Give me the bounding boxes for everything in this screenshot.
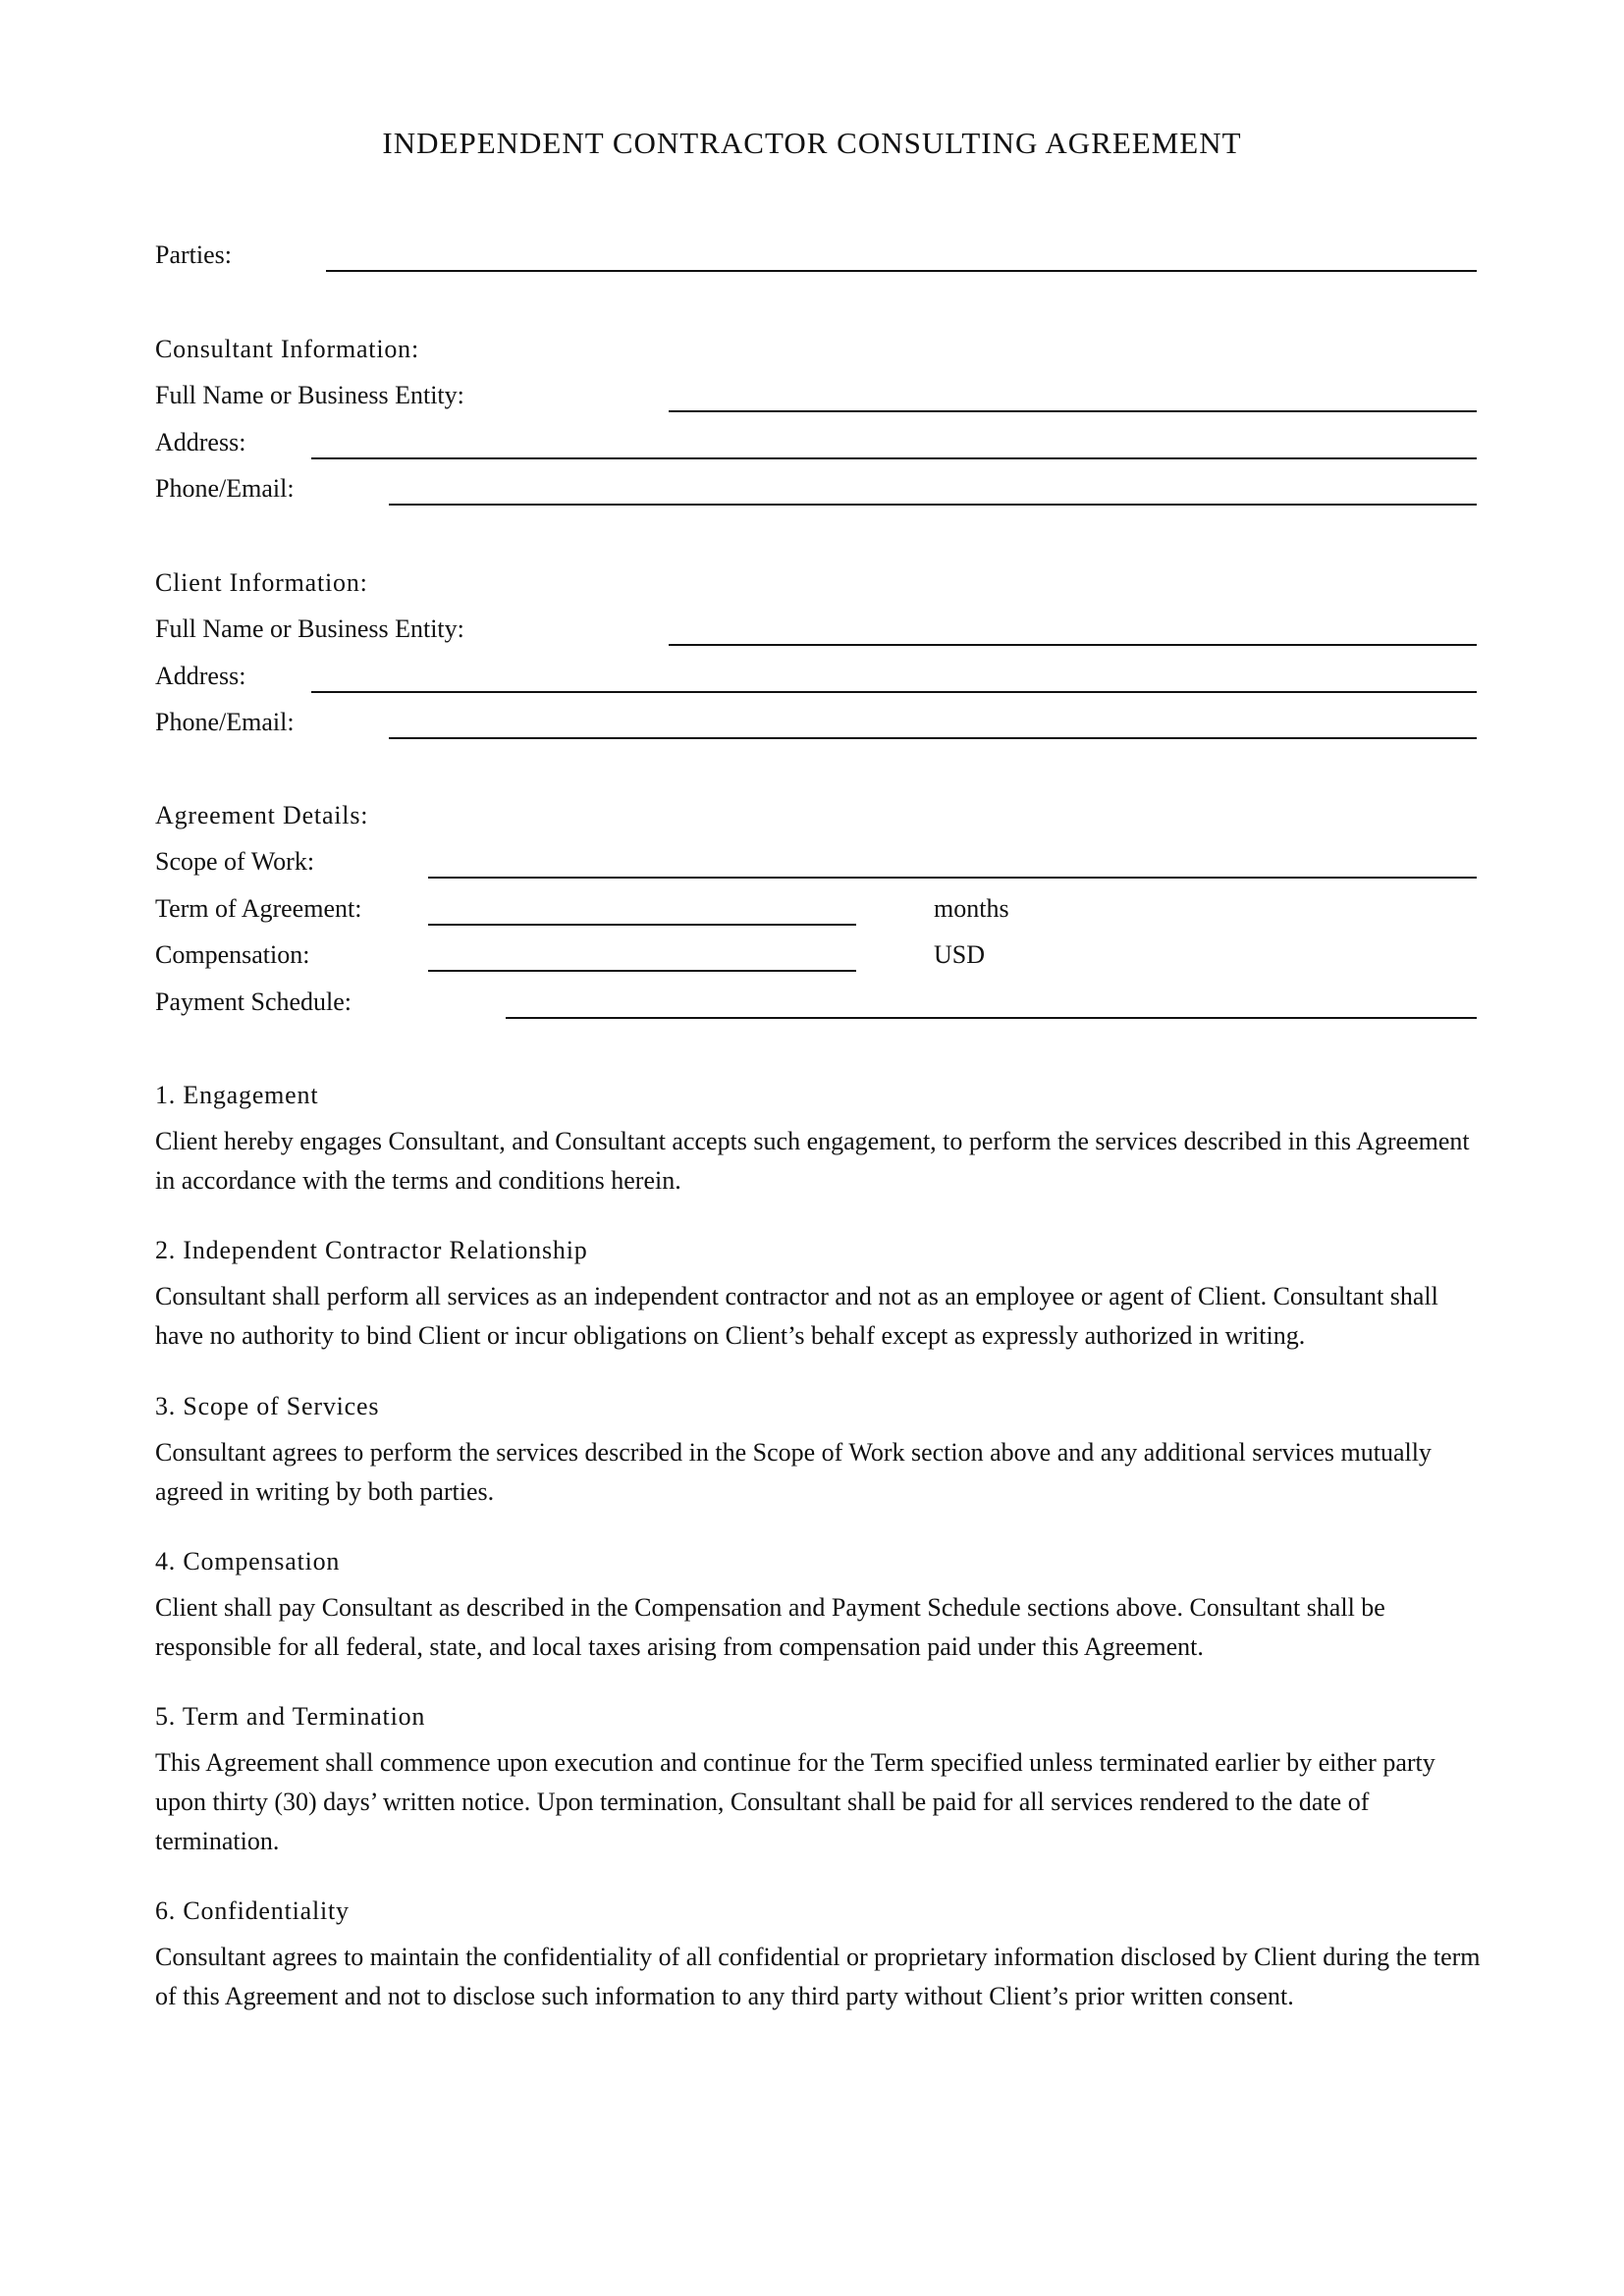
section-body: Consultant agrees to maintain the confidentiality of all confidential or proprietary information disclosed by Client during the term of this Agreement and not to disclose such information to any third party without Client’s prior written consent. — [155, 1943, 1481, 2010]
parties-field-line[interactable] — [326, 270, 1477, 272]
consultant-contact-field-line[interactable] — [389, 504, 1477, 506]
section-body: Consultant shall perform all services as an independent contractor and not as an employee or agent of Client. Consultant shall have no authority to bind Client or incur obligations on Client’s behalf except as expressly authorized in writing. — [155, 1282, 1438, 1350]
consultant-name-label: Full Name or Business Entity: — [155, 381, 464, 409]
section-heading: 3. Scope of Services — [155, 1392, 380, 1420]
consultant-address-field-line[interactable] — [311, 457, 1477, 459]
compensation-label: Compensation: — [155, 940, 310, 969]
section-body: This Agreement shall commence upon execution and continue for the Term specified unless terminated earlier by either party upon thirty (30) days’ written notice. Upon termination, Consultant shall be paid for all services rendered to the date of termination. — [155, 1748, 1435, 1855]
section-heading: 1. Engagement — [155, 1081, 319, 1109]
compensation-field-line[interactable] — [428, 970, 856, 972]
client-address-label: Address: — [155, 662, 246, 690]
consultant-info-heading: Consultant Information: — [155, 335, 419, 363]
section-heading: 5. Term and Termination — [155, 1702, 426, 1731]
client-info-heading: Client Information: — [155, 568, 368, 597]
section-heading: 4. Compensation — [155, 1547, 341, 1575]
client-name-field-line[interactable] — [669, 644, 1477, 646]
consultant-address-label: Address: — [155, 428, 246, 456]
scope-of-work-field-line[interactable] — [428, 877, 1477, 879]
client-contact-label: Phone/Email: — [155, 708, 295, 736]
section-body: Client hereby engages Consultant, and Consultant accepts such engagement, to perform the services described in this Agreement in accordance with the terms and conditions herein. — [155, 1127, 1470, 1195]
payment-schedule-label: Payment Schedule: — [155, 988, 352, 1016]
term-field-line[interactable] — [428, 924, 856, 926]
consultant-contact-label: Phone/Email: — [155, 474, 295, 503]
section-body: Consultant agrees to perform the services described in the Scope of Work section above and any additional services mutually agreed in writing by both parties. — [155, 1438, 1432, 1506]
term-unit: months — [934, 894, 1009, 923]
compensation-unit: USD — [934, 940, 986, 969]
agreement-details-heading: Agreement Details: — [155, 801, 369, 829]
section-heading: 6. Confidentiality — [155, 1896, 350, 1925]
client-address-field-line[interactable] — [311, 691, 1477, 693]
payment-schedule-field-line[interactable] — [506, 1017, 1477, 1019]
client-name-label: Full Name or Business Entity: — [155, 614, 464, 643]
section-heading: 2. Independent Contractor Relationship — [155, 1236, 588, 1264]
section-body: Client shall pay Consultant as described in the Compensation and Payment Schedule sections above. Consultant shall be responsible for all federal, state, and local taxes arising from compensation paid under this Agreement. — [155, 1593, 1385, 1661]
consultant-name-field-line[interactable] — [669, 410, 1477, 412]
term-label: Term of Agreement: — [155, 894, 362, 923]
client-contact-field-line[interactable] — [389, 737, 1477, 739]
parties-label: Parties: — [155, 240, 232, 269]
scope-of-work-label: Scope of Work: — [155, 847, 315, 876]
document-title: INDEPENDENT CONTRACTOR CONSULTING AGREEMENT — [382, 126, 1242, 160]
